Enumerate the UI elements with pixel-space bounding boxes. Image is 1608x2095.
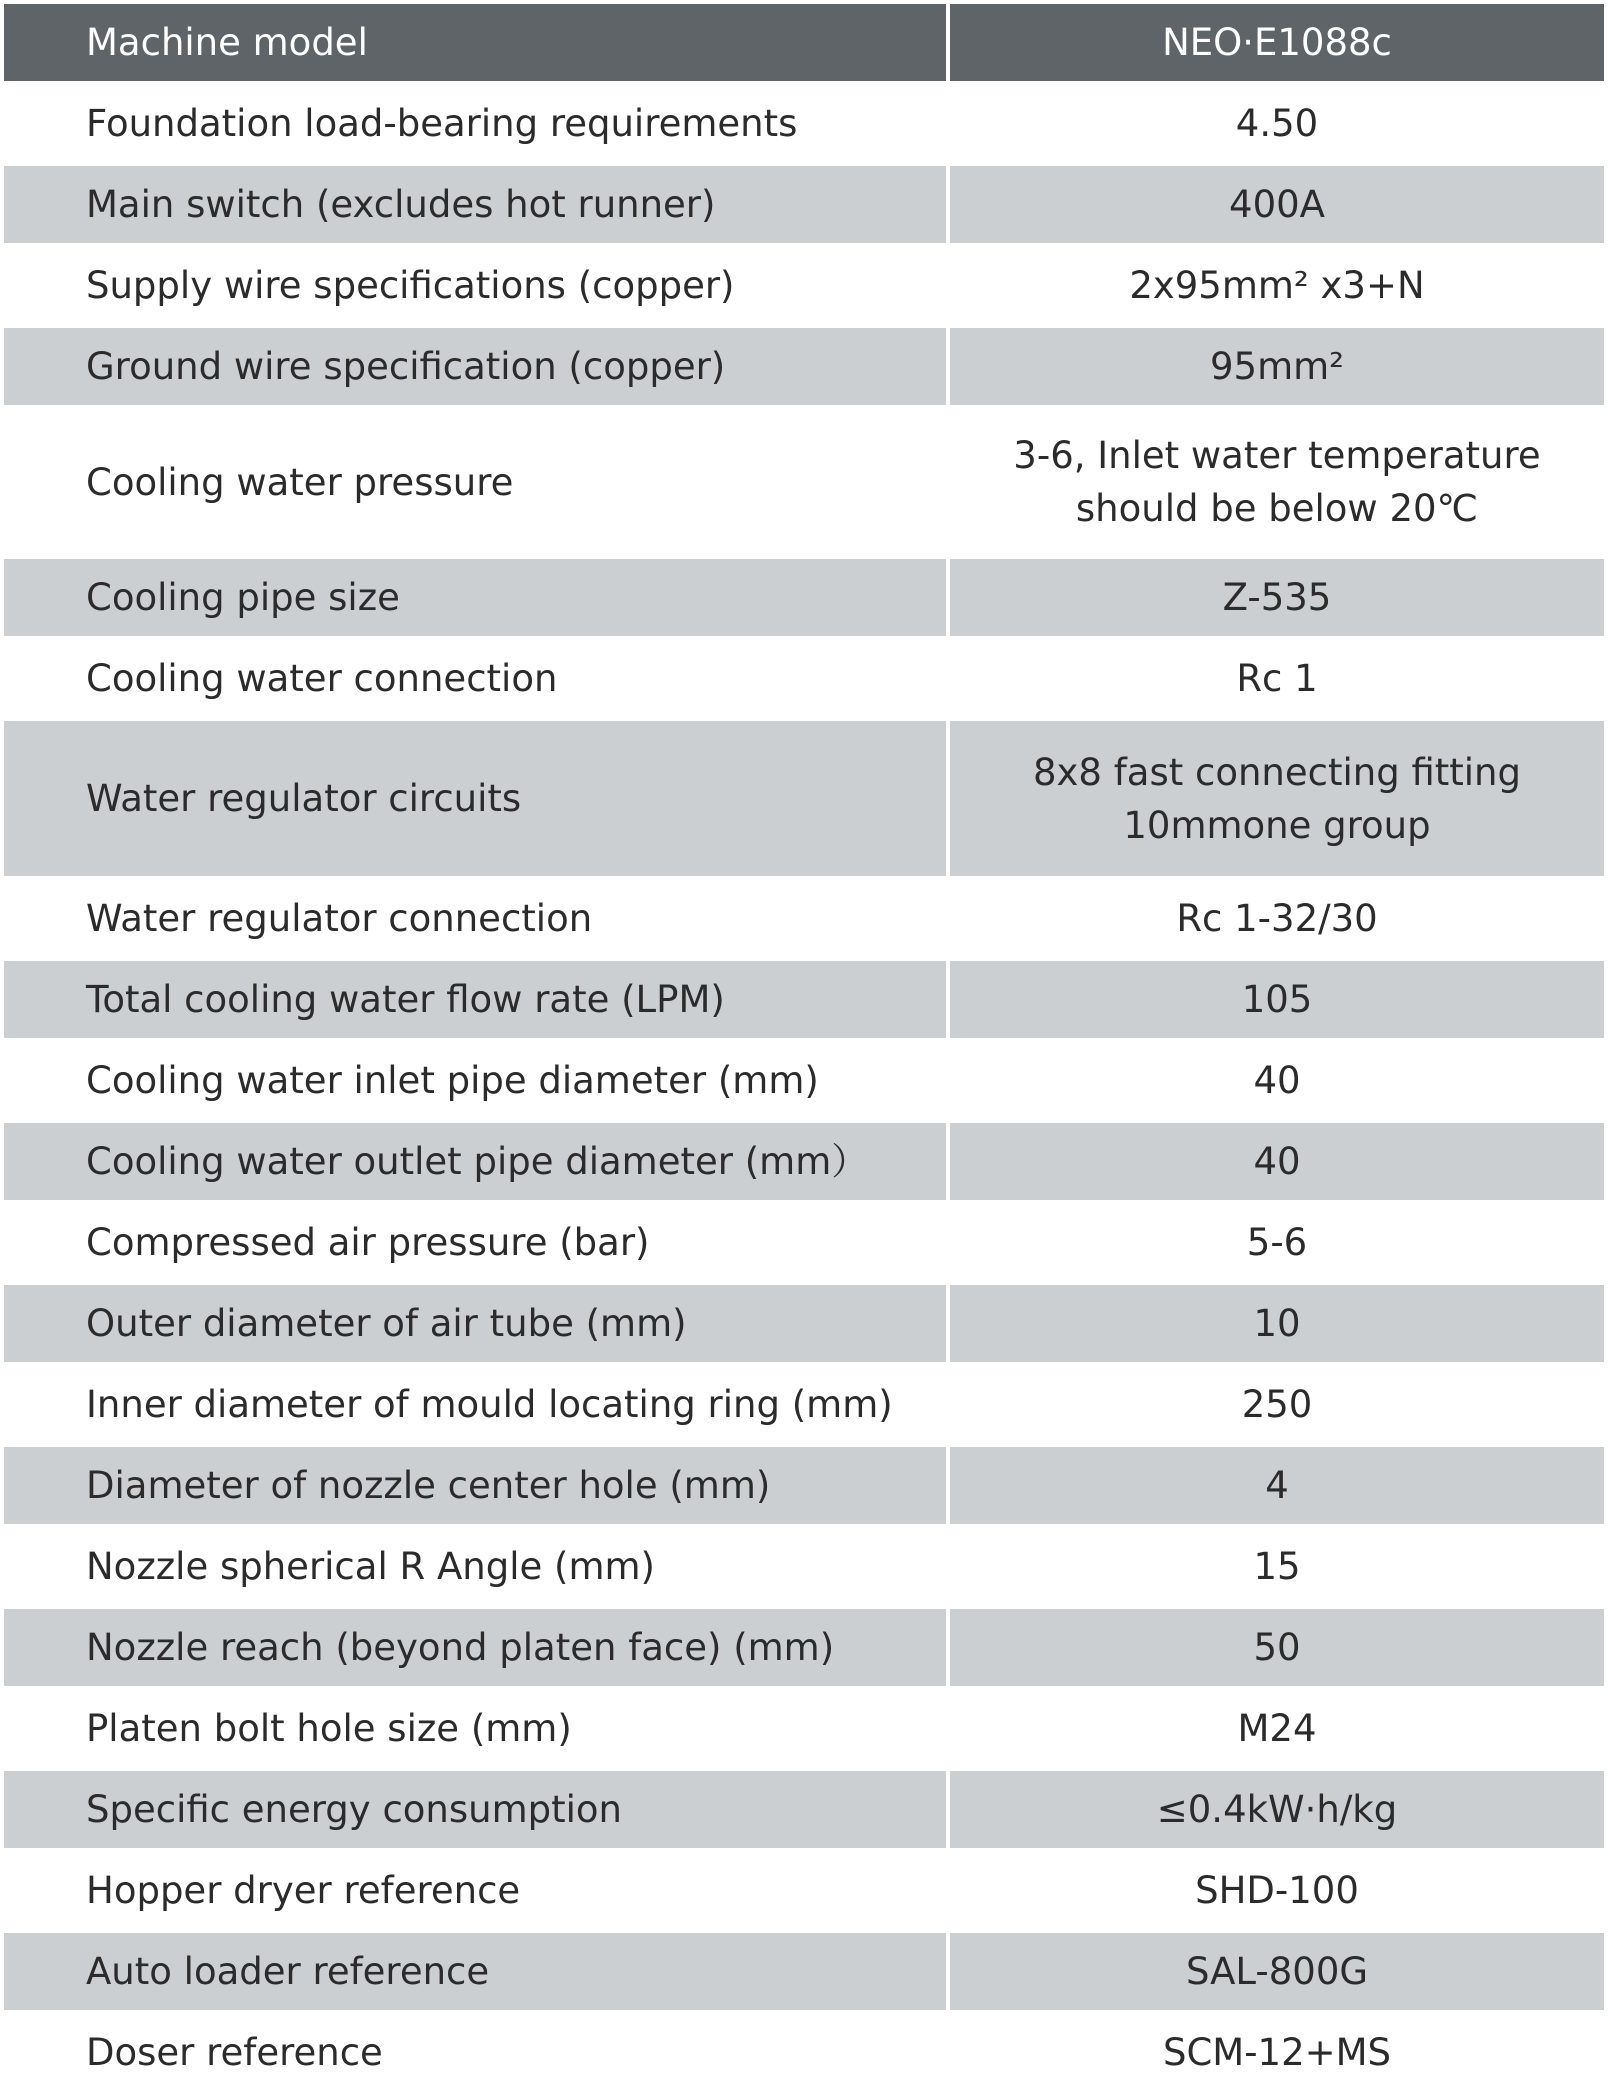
spec-label: Platen bolt hole size (mm)	[4, 1690, 946, 1767]
table-row	[4, 1852, 1604, 1929]
spec-label: Cooling water pressure	[4, 409, 946, 555]
spec-label: Ground wire specification (copper)	[4, 328, 946, 405]
spec-value: 15	[950, 1528, 1604, 1605]
spec-value: M24	[950, 1690, 1604, 1767]
spec-label: Diameter of nozzle center hole (mm)	[4, 1447, 946, 1524]
spec-label: Foundation load-bearing requirements	[4, 85, 946, 162]
spec-table	[4, 4, 1604, 2095]
spec-label: Inner diameter of mould locating ring (mm)	[4, 1366, 946, 1443]
spec-value: 40	[950, 1042, 1604, 1119]
spec-value: Rc 1-32/30	[950, 880, 1604, 957]
table-row	[4, 328, 1604, 405]
spec-value: 4	[950, 1447, 1604, 1524]
spec-value: Rc 1	[950, 640, 1604, 717]
spec-value: SHD-100	[950, 1852, 1604, 1929]
table-row	[4, 1204, 1604, 1281]
table-row	[4, 1123, 1604, 1200]
spec-value: 8x8 fast connecting fitting 10mmone group	[950, 721, 1604, 876]
spec-label: Hopper dryer reference	[4, 1852, 946, 1929]
table-row	[4, 1609, 1604, 1686]
table-row	[4, 166, 1604, 243]
spec-value: 250	[950, 1366, 1604, 1443]
table-row	[4, 880, 1604, 957]
table-row	[4, 1447, 1604, 1524]
spec-value: 105	[950, 961, 1604, 1038]
spec-label: Doser reference	[4, 2014, 946, 2091]
spec-label: Cooling water outlet pipe diameter (mm）	[4, 1123, 946, 1200]
spec-label: Main switch (excludes hot runner)	[4, 166, 946, 243]
spec-value: 2x95mm² x3+N	[950, 247, 1604, 324]
spec-value: 50	[950, 1609, 1604, 1686]
table-row	[4, 721, 1604, 876]
spec-label: Auto loader reference	[4, 1933, 946, 2010]
spec-label: Compressed air pressure (bar)	[4, 1204, 946, 1281]
table-row	[4, 1933, 1604, 2010]
table-row	[4, 1366, 1604, 1443]
table-row	[4, 1771, 1604, 1848]
spec-value: Z-535	[950, 559, 1604, 636]
spec-value: 4.50	[950, 85, 1604, 162]
spec-label: Water regulator circuits	[4, 721, 946, 876]
spec-label: Cooling water connection	[4, 640, 946, 717]
spec-value: 95mm²	[950, 328, 1604, 405]
spec-value: SAL-800G	[950, 1933, 1604, 2010]
table-row	[4, 1690, 1604, 1767]
table-row	[4, 2014, 1604, 2091]
table-row	[4, 961, 1604, 1038]
spec-label: Cooling water inlet pipe diameter (mm)	[4, 1042, 946, 1119]
spec-label: Cooling pipe size	[4, 559, 946, 636]
spec-value: 5-6	[950, 1204, 1604, 1281]
header-label-cell: Machine model	[4, 4, 946, 81]
table-row	[4, 1042, 1604, 1119]
spec-value: 400A	[950, 166, 1604, 243]
spec-label: Nozzle reach (beyond platen face) (mm)	[4, 1609, 946, 1686]
table-row	[4, 1528, 1604, 1605]
table-row	[4, 409, 1604, 555]
table-row	[4, 640, 1604, 717]
spec-label: Specific energy consumption	[4, 1771, 946, 1848]
spec-value: 10	[950, 1285, 1604, 1362]
spec-label: Water regulator connection	[4, 880, 946, 957]
spec-value: SCM-12+MS	[950, 2014, 1604, 2091]
table-row	[4, 85, 1604, 162]
spec-label: Nozzle spherical R Angle (mm)	[4, 1528, 946, 1605]
spec-value: 3-6, Inlet water temperature should be below 20℃	[950, 409, 1604, 555]
spec-label: Supply wire specifications (copper)	[4, 247, 946, 324]
spec-label: Outer diameter of air tube (mm)	[4, 1285, 946, 1362]
spec-value: ≤0.4kW·h/kg	[950, 1771, 1604, 1848]
table-row	[4, 247, 1604, 324]
spec-label: Total cooling water flow rate (LPM)	[4, 961, 946, 1038]
spec-value: 40	[950, 1123, 1604, 1200]
table-row	[4, 559, 1604, 636]
table-row	[4, 1285, 1604, 1362]
table-header-row	[4, 4, 1604, 81]
header-value-cell: NEO·E1088c	[950, 4, 1604, 81]
